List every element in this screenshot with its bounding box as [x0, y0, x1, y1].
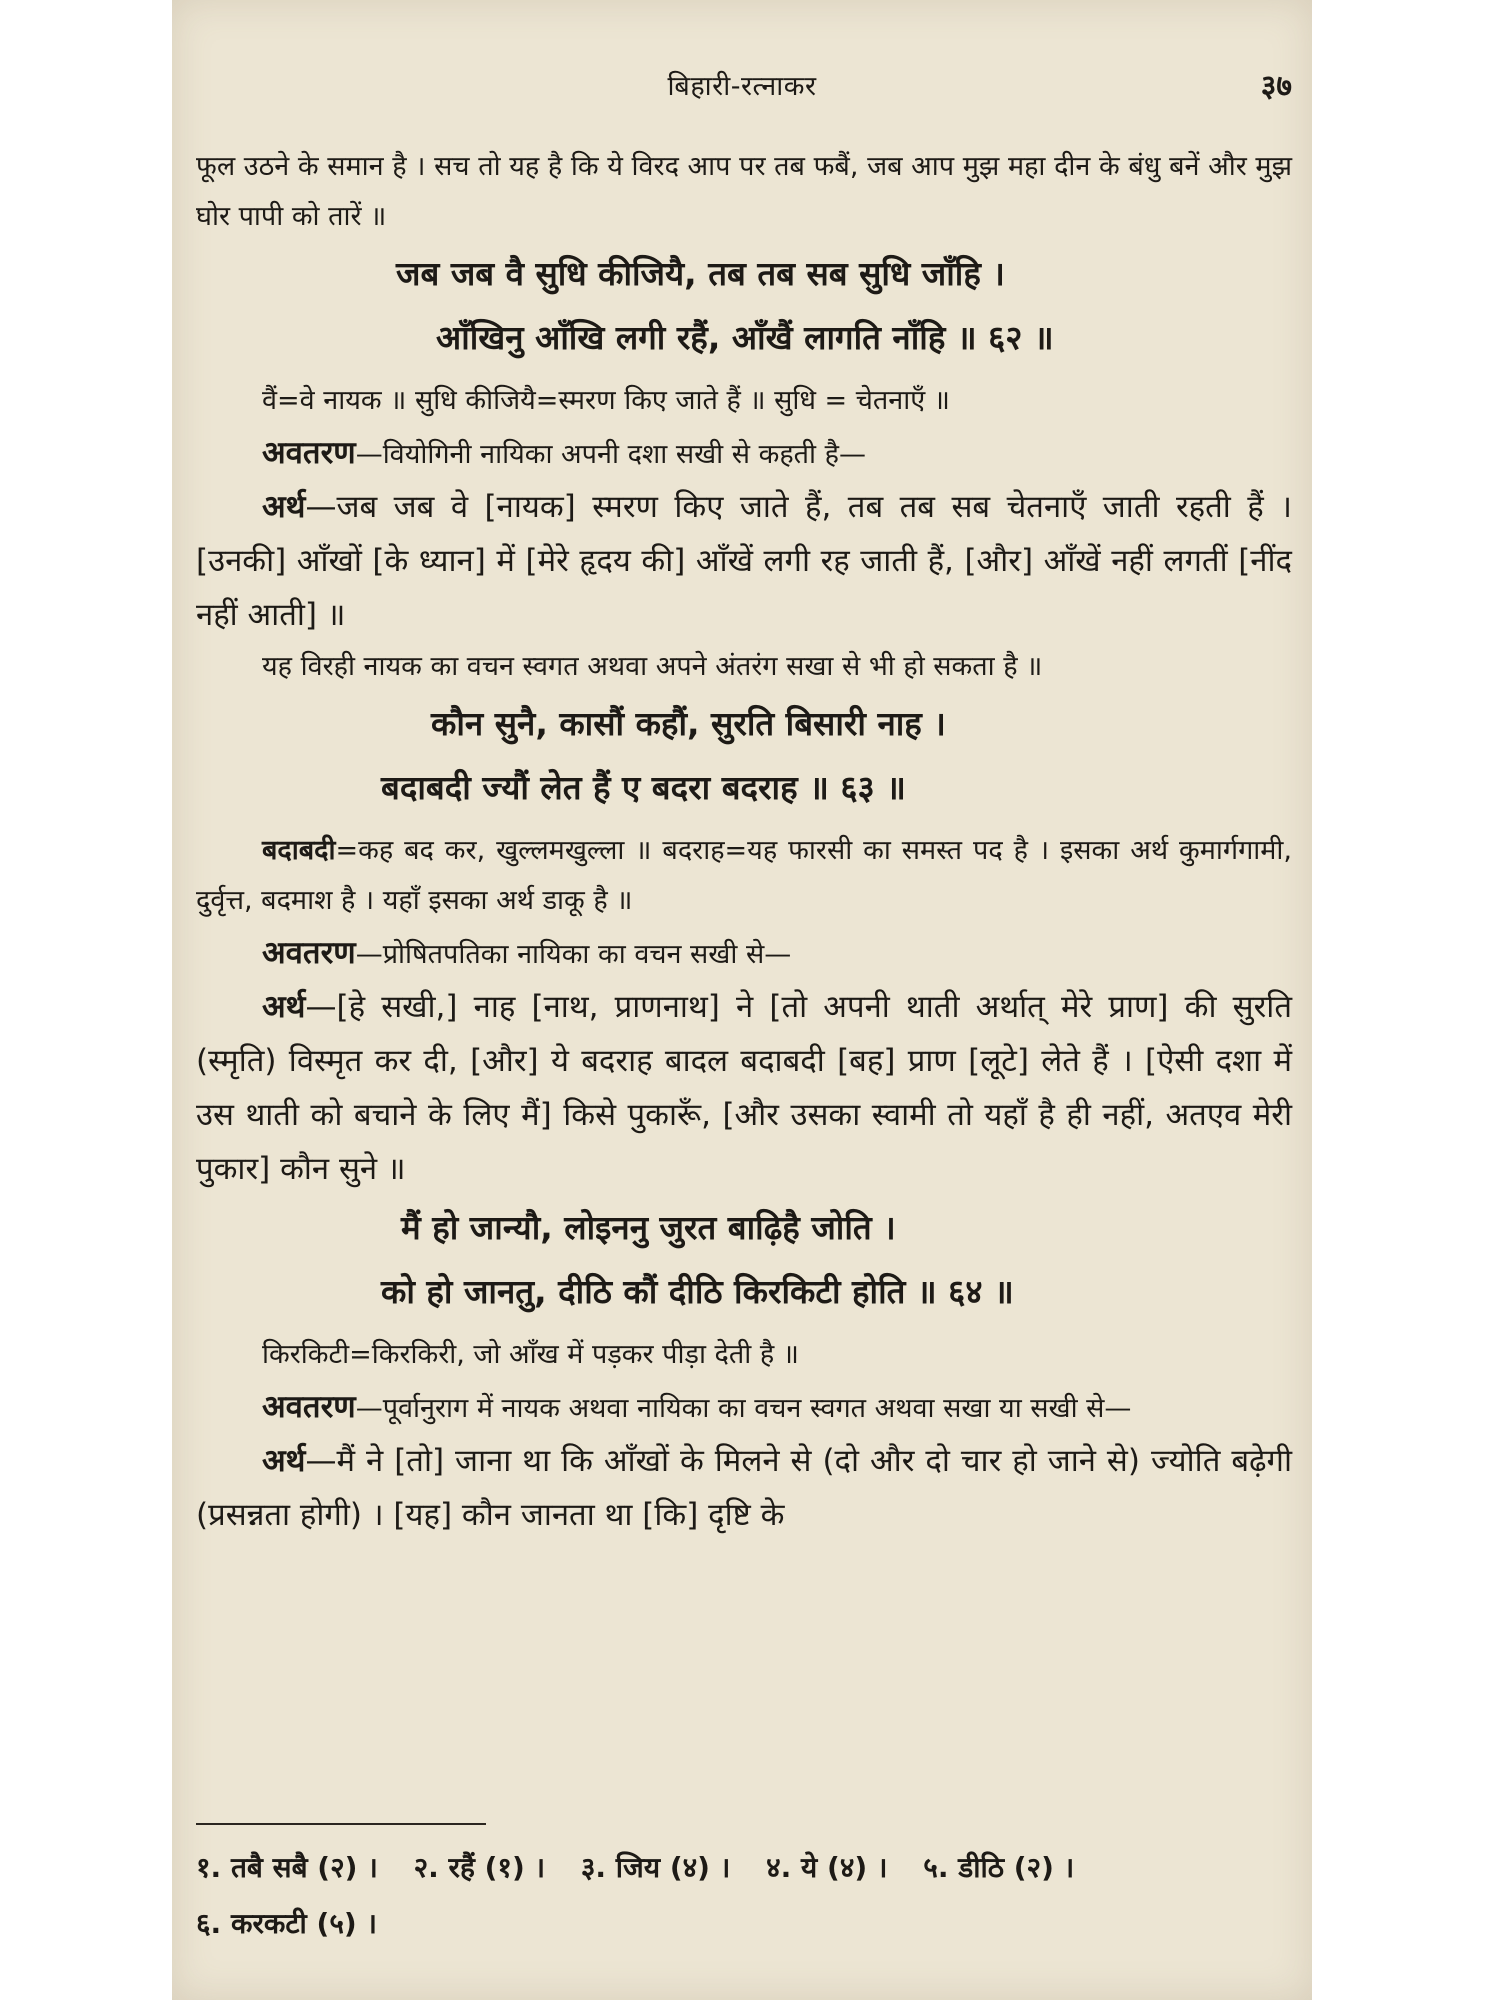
gloss-62: वैं=वे नायक ॥ सुधि कीजियै=स्मरण किए जाते हैं ॥ सुधि = चेतनाएँ ॥	[262, 385, 950, 416]
arth-62	[196, 480, 1292, 642]
avtaran-text: —प्रोषितपतिका नायिका का वचन सखी से—	[355, 939, 792, 970]
arth-text: —[हे सखी,] नाह [नाथ, प्राणनाथ] ने [तो अपनी थाती अर्थात् मेरे प्राण] की सुरति (स्मृति) विस्मृत कर दी, [और] ये बदराह बादल बदाबदी [बह] प्राण [लूटे] लेते हैं । [ऐसी दशा में उस थाती को बचाने के लिए मैं] किसे पुकारूँ, [और उसका स्वामी तो यहाँ है ही नहीं, अतएव मेरी पुकार] कौन सुने ॥	[196, 989, 1292, 1187]
avtaran-64	[196, 1380, 1292, 1434]
verse-64-line-1: मैं हो जान्यौ, लोइननु जुरत बाढ़िहै जोति ।	[401, 1208, 896, 1247]
avtaran-63	[196, 926, 1292, 980]
footnote-1: १. तबै सबै (२) ।	[196, 1851, 378, 1884]
page-body	[196, 142, 1292, 1542]
footnote-4: ४. ये (४) ।	[766, 1851, 888, 1884]
avtaran-label: अवतरण	[262, 435, 356, 471]
verse-62-line-2: आँखिनु आँखि लगी रहैं, आँखैं लागति नाँहि ॥ ६२ ॥	[436, 318, 1054, 357]
arth-text: —मैं ने [तो] जाना था कि आँखों के मिलने से (दो और दो चार हो जाने से) ज्योति बढ़ेगी (प्रसन्नता होगी) । [यह] कौन जानता था [कि] दृष्टि के	[196, 1443, 1292, 1533]
verse-64-line-2: को हो जानतु, दीठि कौं दीठि किरकिटी होति ॥ ६४ ॥	[381, 1272, 1014, 1311]
verse-63-line-2: बदाबदी ज्यौं लेत हैं ए बदरा बदराह ॥ ६३ ॥	[381, 768, 906, 807]
verse-62-line-1: जब जब वै सुधि कीजियै, तब तब सब सुधि जाँहि ।	[396, 254, 1005, 293]
footnote-3: ३. जिय (४) ।	[580, 1851, 731, 1884]
arth-label: अर्थ	[262, 989, 306, 1025]
footnote-5: ५. डीठि (२) ।	[923, 1851, 1075, 1884]
paragraph-continuation: फूल उठने के समान है । सच तो यह है कि ये विरद आप पर तब फबैं, जब आप मुझ महा दीन के बंधु बनें और मुझ घोर पापी को तारें ॥	[196, 151, 1292, 232]
arth-64	[196, 1434, 1292, 1542]
avtaran-label: अवतरण	[262, 1389, 356, 1425]
avtaran-text: —वियोगिनी नायिका अपनी दशा सखी से कहती है—	[355, 439, 866, 470]
gloss-term: बदाबदी	[262, 835, 336, 866]
avtaran-text: —पूर्वानुराग में नायक अथवा नायिका का वचन स्वगत अथवा सखा या सखी से—	[355, 1393, 1132, 1424]
arth-63	[196, 980, 1292, 1196]
footnote-divider	[196, 1823, 486, 1825]
running-header	[172, 66, 1312, 106]
avtaran-label: अवतरण	[262, 935, 356, 971]
arth-label: अर्थ	[262, 1443, 306, 1479]
verse-63-line-1: कौन सुनै, कासौं कहौं, सुरति बिसारी नाह ।	[431, 704, 946, 743]
gloss-63	[196, 826, 1292, 926]
arth-label: अर्थ	[262, 489, 306, 525]
avtaran-62	[196, 426, 1292, 480]
header-title: बिहारी-रत्नाकर	[667, 71, 817, 102]
footnote-6: ६. करकटी (५) ।	[196, 1907, 378, 1940]
note-62: यह विरही नायक का वचन स्वगत अथवा अपने अंतरंग सखा से भी हो सकता है ॥	[262, 651, 1043, 682]
page-number: ३७	[1260, 69, 1292, 104]
gloss-64: किरकिटी=किरकिरी, जो आँख में पड़कर पीड़ा देती है ॥	[262, 1339, 799, 1370]
footnote-2: २. रहैं (१) ।	[413, 1851, 546, 1884]
footnotes	[196, 1840, 1292, 1952]
arth-text: —जब जब वे [नायक] स्मरण किए जाते हैं, तब तब सब चेतनाएँ जाती रहती हैं । [उनकी] आँखों [के ध्यान] में [मेरे हृदय की] आँखें लगी रह जाती हैं, [और] आँखें नहीं लगतीं [नींद नहीं आती] ॥	[196, 489, 1292, 633]
gloss-text: =कह बद कर, खुल्लमखुल्ला ॥ बदराह=यह फारसी का समस्त पद है । इसका अर्थ कुमार्गगामी, दुर्वृत्त, बदमाश है । यहाँ इसका अर्थ डाकू है ॥	[196, 835, 1292, 916]
book-page	[172, 0, 1312, 2000]
